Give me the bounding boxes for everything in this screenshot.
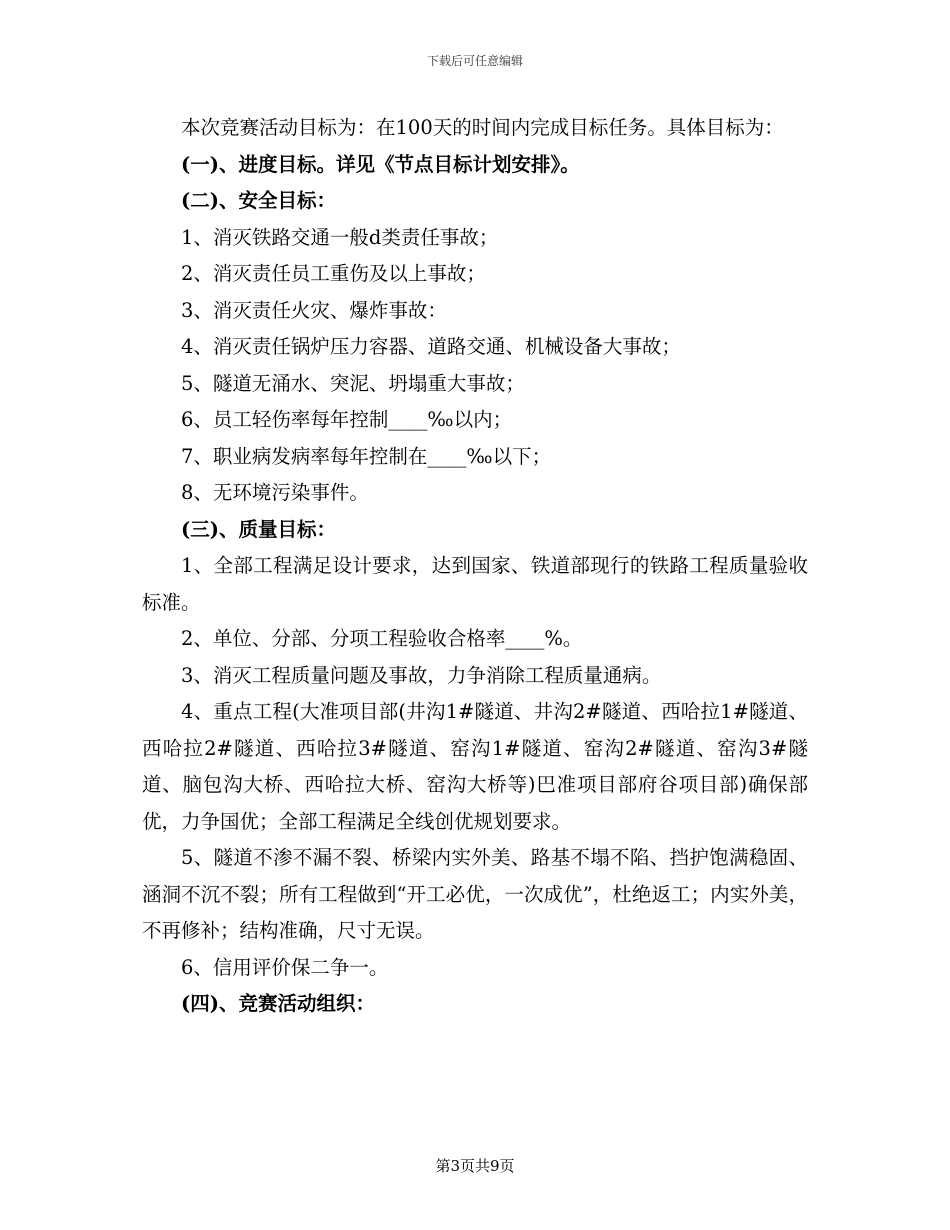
heading-safety-goal: (二)、安全目标： xyxy=(181,189,336,212)
safety-item-7: 7、职业病发病率每年控制在____‰以下； xyxy=(181,444,552,468)
safety-item-6: 6、员工轻伤率每年控制____‰以内； xyxy=(181,408,513,431)
safety-item-1: 1、消灭铁路交通一般d类责任事故； xyxy=(181,225,499,249)
quality-item-1: 1、全部工程满足设计要求，达到国家、铁道部现行的铁路工程质量验收标准。 xyxy=(142,554,808,614)
quality-item-3: 3、消灭工程质量问题及事故，力争消除工程质量通病。 xyxy=(181,663,662,687)
paragraph-intro: 本次竞赛活动目标为：在100天的时间内完成目标任务。具体目标为： xyxy=(181,116,784,139)
page-header: 下载后可任意编辑 xyxy=(426,54,523,68)
safety-item-5: 5、隧道无涌水、突泥、坍塌重大事故； xyxy=(181,371,525,395)
quality-item-2: 2、单位、分部、分项工程验收合格率____%。 xyxy=(181,627,583,650)
safety-item-8: 8、无环境污染事件。 xyxy=(181,481,369,504)
document-body xyxy=(142,110,808,1023)
quality-item-4: 4、重点工程(大准项目部(井沟1#隧道、井沟2#隧道、西哈拉1#隧道、西哈拉2#隧道、西哈拉3#隧道、窑沟1#隧道、窑沟2#隧道、窑沟3#隧道、脑包沟大桥、西哈拉大桥、窑沟大桥等)巴准项目部府谷项目部)确保部优，力争国优；全部工程满足全线创优规划要求。 xyxy=(142,700,808,833)
page-footer: 第3页共9页 xyxy=(435,1157,515,1175)
safety-item-3: 3、消灭责任火灾、爆炸事故： xyxy=(181,298,447,322)
heading-schedule-goal: (一)、进度目标。详见《节点目标计划安排》。 xyxy=(181,152,580,176)
heading-quality-goal: (三)、质量目标： xyxy=(181,517,336,541)
safety-item-4: 4、消灭责任锅炉压力容器、道路交通、机械设备大事故； xyxy=(181,335,681,358)
heading-competition-organization: (四)、竞赛活动组织： xyxy=(181,992,375,1015)
safety-item-2: 2、消灭责任员工重伤及以上事故； xyxy=(181,262,486,285)
quality-item-5: 5、隧道不渗不漏不裂、桥梁内实外美、路基不塌不陷、挡护饱满稳固、涵洞不沉不裂；所有工程做到“开工必优，一次成优”，杜绝返工；内实外美，不再修补；结构准确，尺寸无误。 xyxy=(142,846,808,942)
quality-item-6: 6、信用评价保二争一。 xyxy=(181,955,389,979)
